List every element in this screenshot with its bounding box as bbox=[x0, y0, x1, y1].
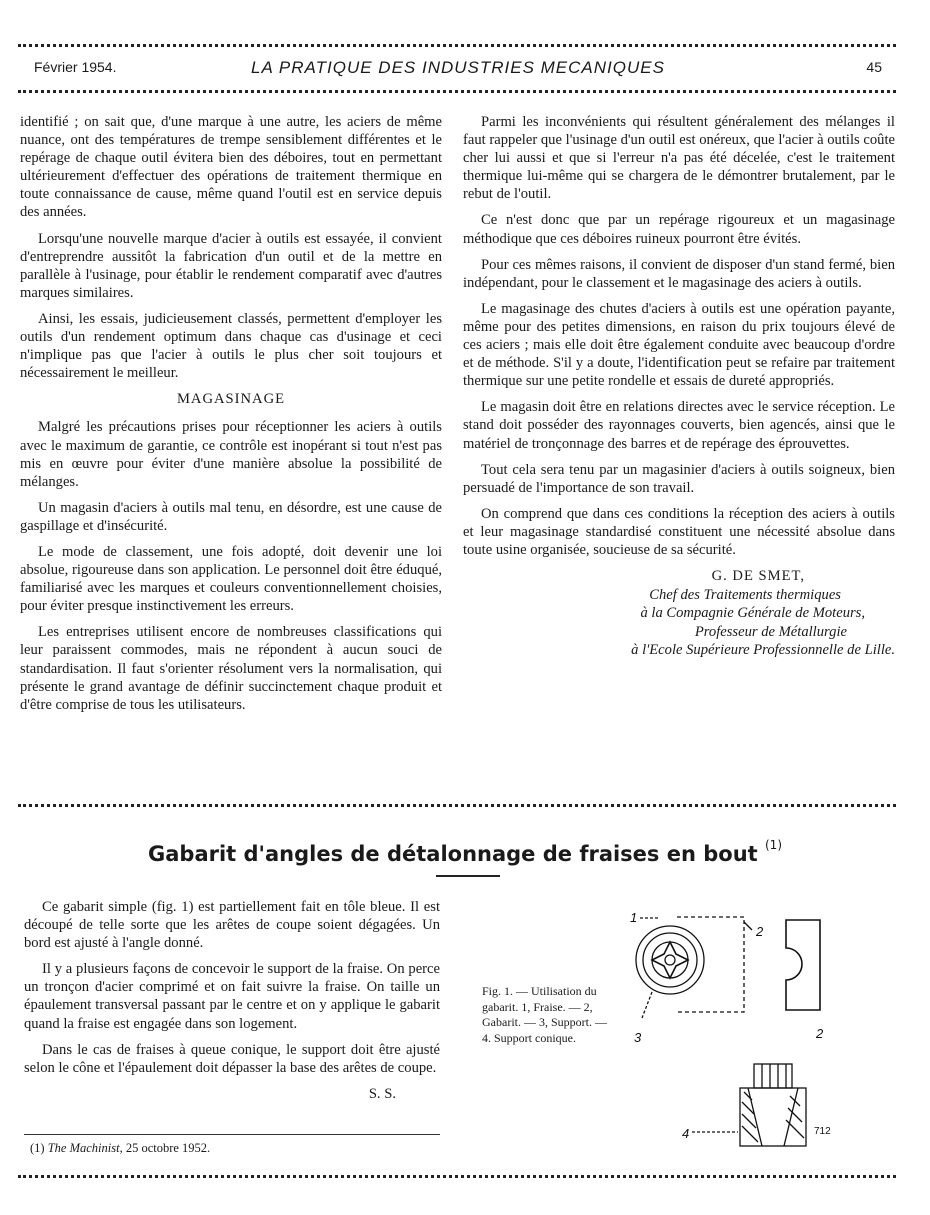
figure-label: 3 bbox=[634, 1030, 642, 1045]
paragraph: Ce n'est donc que par un repérage rigoureux et un magasinage méthodique que ces déboires ruineux pourront être évités. bbox=[463, 212, 895, 247]
paragraph: identifié ; on sait que, d'une marque à une autre, les aciers de même nuance, ont des températures de trempe sensiblement différentes et le repérage de chaque outil évitera bien des déboires, tout en permettant ultérieurement d'effectuer des opérations de traitement thermique en toute connaissance de cause, même quand l'outil est en service depuis des années. bbox=[20, 114, 442, 221]
paragraph: Lorsqu'une nouvelle marque d'acier à outils est essayée, il convient d'entreprendre aussitôt la fabrication d'un outil et de la mettre en parallèle à l'usinage, pour établir le rendement comparatif avec d'autres marques similaires. bbox=[20, 230, 442, 301]
footnote-source: The Machinist, bbox=[47, 1141, 123, 1155]
paragraph: Le magasin doit être en relations directes avec le service réception. Le stand doit posséder des rayonnages couverts, bien agencés, ainsi que le matériel de tronçonnage des barres et de repérage des éprouvettes. bbox=[463, 399, 895, 452]
figure-1 bbox=[620, 900, 850, 1150]
article-title-text: Gabarit d'angles de détalonnage de fraises en bout bbox=[148, 842, 758, 866]
figure-label: 2 bbox=[816, 1026, 824, 1041]
paragraph: Le magasinage des chutes d'aciers à outils est une opération payante, même pour des petites dimensions, en raison du prix toujours élevé de ces aciers ; mais elle doit être également conduite avec beaucoup d'ordre et de méthode. S'il y a doute, l'identification peut se refaire par traitement thermique sur une petite rondelle et essais de dureté appropriés. bbox=[463, 300, 895, 390]
header-dotted-rule bbox=[18, 90, 896, 93]
section-dotted-rule bbox=[18, 804, 896, 807]
author-company: à la Compagnie Générale de Moteurs, bbox=[640, 605, 865, 622]
title-underline bbox=[436, 875, 500, 877]
paragraph: Le mode de classement, une fois adopté, doit devenir une loi absolue, rigoureuse dans son application. Le personnel doit être éduqué, familiarisé avec les marques et couleurs conventionnellement choisies, pour éviter presque instinctivement les erreurs. bbox=[20, 543, 442, 615]
author-signature bbox=[463, 567, 895, 660]
paragraph: Ce gabarit simple (fig. 1) est partiellement fait en tôle bleue. Il est découpé de telle sorte que les arêtes de coupe soient dégagées. Un bord est ajusté à l'angle donné. bbox=[24, 899, 440, 952]
footnote-date: 25 octobre 1952. bbox=[125, 1141, 211, 1155]
figure-label: 4 bbox=[682, 1126, 690, 1141]
page-number: 45 bbox=[866, 59, 882, 75]
author-school: à l'Ecole Supérieure Professionnelle de Lille. bbox=[631, 642, 895, 659]
top-dotted-rule bbox=[18, 44, 896, 47]
right-column bbox=[463, 113, 895, 668]
footnote-marker: (1) bbox=[30, 1141, 45, 1155]
gabarit-drawing bbox=[786, 920, 820, 1010]
cutter-drawing bbox=[636, 917, 752, 1018]
paragraph: Parmi les inconvénients qui résultent généralement des mélanges il faut rappeler que l'usinage d'un outil est onéreux, que l'acier à outils coûte cher lui aussi et que si l'erreur n'a pas été décelée, c'est le traitement thermique lui-même qui se chargera de le démontrer brutalement, par le rebut de l'outil. bbox=[463, 114, 895, 203]
article-title bbox=[0, 838, 930, 866]
figure-stamp: 712 bbox=[814, 1126, 831, 1137]
paragraph: Malgré les précautions prises pour réceptionner les aciers à outils avec le maximum de garantie, ce contrôle est inopérant si tout n'est pas mis en œuvre pour éviter d'une manière absolue la possibilité de mélanges. bbox=[20, 419, 442, 490]
paragraph: Ainsi, les essais, judicieusement classés, permettent d'employer les outils d'un rendement optimum dans chaque cas d'usinage et ceci n'implique pas que l'acier à outils le plus cher soit toujours et nécessairement le meilleur. bbox=[20, 310, 442, 382]
author-title: Professeur de Métallurgie bbox=[694, 623, 847, 640]
note-marker: (1) bbox=[765, 838, 782, 852]
section-heading: MAGASINAGE bbox=[176, 391, 286, 408]
footnote bbox=[30, 1141, 210, 1156]
gabarit-figure-drawing bbox=[620, 900, 850, 1150]
author-name: G. DE SMET, bbox=[711, 568, 805, 585]
paragraph: Il y a plusieurs façons de concevoir le support de la fraise. On perce un tronçon d'acier comprimé et on fait suivre la fraise. On taille un épaulement transversal passant par le centre et on y applique le gabarit quand la fraise est engagée dans son logement. bbox=[24, 961, 440, 1032]
paragraph: Pour ces mêmes raisons, il convient de disposer d'un stand fermé, bien indépendant, pour le classement et le magasinage des aciers à outils. bbox=[463, 256, 895, 291]
figure-caption: Fig. 1. — Utilisation du gabarit. 1, Fraise. — 2, Gabarit. — 3, Support. — 4. Support conique. bbox=[482, 984, 607, 1045]
paragraph: Un magasin d'aciers à outils mal tenu, en désordre, est une cause de gaspillage et d'insécurité. bbox=[20, 499, 442, 534]
paragraph: Les entreprises utilisent encore de nombreuses classifications qui leur paraissent commodes, mais ne répondent à aucun souci de standardisation. Il faut s'orienter résolument vers la normalisation, qui présente le grand avantage de définir succinctement chaque produit et d'être comprise de tous les utilisateurs. bbox=[20, 624, 442, 713]
journal-title: LA PRATIQUE DES INDUSTRIES MECANIQUES bbox=[251, 58, 665, 77]
figure-label: 1 bbox=[630, 910, 638, 925]
paragraph: On comprend que dans ces conditions la réception des aciers à outils et leur magasinage standardisé constituent une nécessité absolue dans toute usine organisée, soucieuse de sa sécurité. bbox=[463, 505, 895, 558]
paragraph: Tout cela sera tenu par un magasinier d'aciers à outils soigneux, bien persuadé de l'importance de son travail. bbox=[463, 461, 895, 496]
issue-date: Février 1954. bbox=[34, 59, 117, 75]
footnote-rule bbox=[24, 1134, 440, 1135]
article-body bbox=[24, 898, 440, 1111]
left-column bbox=[20, 113, 442, 722]
conical-support-drawing bbox=[692, 1064, 806, 1146]
page-header bbox=[34, 58, 882, 80]
author-title: Chef des Traitements thermiques bbox=[649, 586, 841, 603]
bottom-dotted-rule bbox=[18, 1175, 896, 1178]
article-author: S. S. bbox=[368, 1085, 396, 1102]
paragraph: Dans le cas de fraises à queue conique, le support doit être ajusté selon le cône et l'épaulement doit dépasser la base des arêtes de coupe. bbox=[24, 1041, 440, 1076]
figure-label: 2 bbox=[756, 924, 764, 939]
